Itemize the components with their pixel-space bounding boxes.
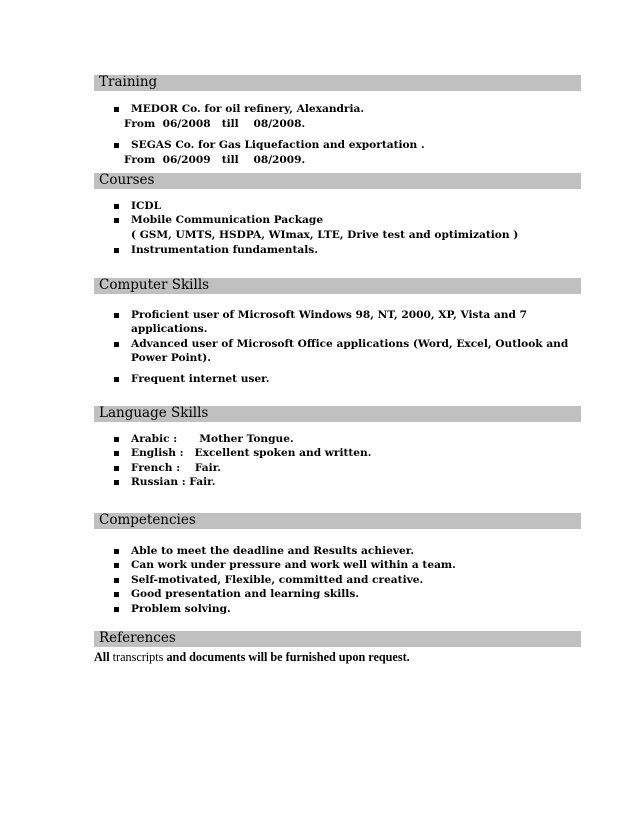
bullet-icon: [114, 466, 119, 471]
computer-skill-item: Advanced user of Microsoft Office applications (Word, Excel, Outlook and: [131, 338, 569, 350]
course-item: Instrumentation fundamentals.: [131, 244, 318, 256]
bullet-icon: [114, 143, 119, 148]
bullet-icon: [114, 313, 119, 318]
competencies-header: [94, 513, 581, 529]
references-note-plain: transcripts: [112, 650, 164, 664]
language-skills-header: [94, 406, 581, 422]
references-note-prefix: All: [94, 650, 113, 664]
bullet-icon: [114, 342, 119, 347]
bullet-icon: [114, 248, 119, 253]
courses-header: [94, 173, 581, 189]
training-item: MEDOR Co. for oil refinery, Alexandria.: [131, 103, 365, 115]
references-note-suffix: and documents will be furnished upon request.: [163, 650, 410, 664]
computer-skill-item-cont: Power Point).: [131, 352, 211, 364]
course-item: Mobile Communication Package: [131, 214, 324, 226]
references-title: References: [99, 630, 176, 646]
competency-item: Able to meet the deadline and Results achiever.: [131, 545, 415, 557]
bullet-icon: [114, 451, 119, 456]
course-item-detail: ( GSM, UMTS, HSDPA, WImax, LTE, Drive test and optimization ): [131, 229, 519, 241]
language-item: Arabic : Mother Tongue.: [131, 433, 294, 445]
bullet-icon: [114, 607, 119, 612]
language-item: French : Fair.: [131, 462, 221, 474]
computer-skills-title: Computer Skills: [99, 277, 210, 293]
competency-item: Good presentation and learning skills.: [131, 588, 359, 600]
bullet-icon: [114, 592, 119, 597]
language-item: English : Excellent spoken and written.: [131, 447, 372, 459]
bullet-icon: [114, 437, 119, 442]
competency-item: Can work under pressure and work well within a team.: [131, 559, 456, 571]
references-header: [94, 631, 581, 647]
training-header: [94, 75, 581, 91]
bullet-icon: [114, 377, 119, 382]
bullet-icon: [114, 578, 119, 583]
language-item: Russian : Fair.: [131, 476, 216, 488]
bullet-icon: [114, 204, 119, 209]
competency-item: Problem solving.: [131, 603, 231, 615]
training-item: SEGAS Co. for Gas Liquefaction and exportation .: [131, 139, 425, 151]
bullet-icon: [114, 480, 119, 485]
references-note: [94, 650, 410, 664]
bullet-icon: [114, 107, 119, 112]
bullet-icon: [114, 218, 119, 223]
course-item: ICDL: [131, 200, 162, 212]
bullet-icon: [114, 563, 119, 568]
language-skills-title: Language Skills: [99, 405, 209, 421]
computer-skills-header: [94, 278, 581, 294]
competency-item: Self-motivated, Flexible, committed and creative.: [131, 574, 424, 586]
computer-skill-item-cont: applications.: [131, 323, 208, 335]
training-item-dates: From 06/2009 till 08/2009.: [124, 154, 306, 166]
courses-title: Courses: [99, 172, 155, 188]
training-title: Training: [99, 74, 158, 90]
competencies-title: Competencies: [99, 512, 196, 528]
bullet-icon: [114, 549, 119, 554]
training-item-dates: From 06/2008 till 08/2008.: [124, 118, 306, 130]
computer-skill-item: Frequent internet user.: [131, 373, 270, 385]
computer-skill-item: Proficient user of Microsoft Windows 98, NT, 2000, XP, Vista and 7: [131, 309, 527, 321]
